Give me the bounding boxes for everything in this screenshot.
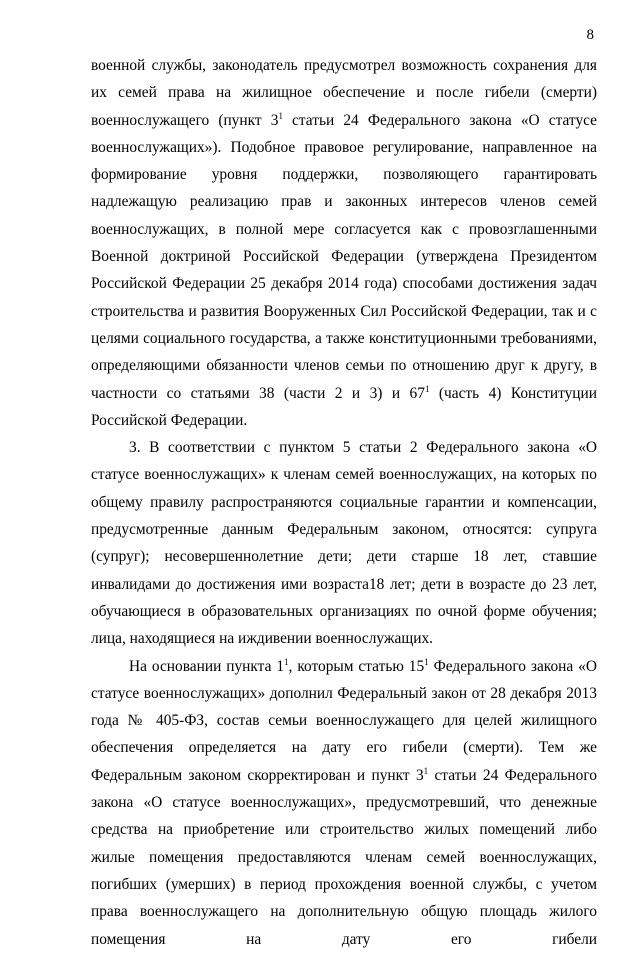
text-segment: военной службы, законодатель предусмотрел возможность сохранения для их семей права на жилищное обеспечение и после гибели (смерти) военнослужащего (пункт 3 [91,57,597,129]
text-segment: Федерального закона «О статусе военнослужащих» дополнил Федеральный закон от 28 декабря 2013 года № 405-ФЗ, состав семьи военнослужащего для целей жилищного обеспечения определяется на дату его гибели (смерти). Тем же Федеральным законом скорректирован и пункт 3 [91,657,597,784]
paragraph-point-3 [91,434,597,652]
document-body [91,52,597,953]
superscript: 1 [278,110,283,121]
superscript: 1 [284,656,289,667]
text-segment: 3. В соответствии с пунктом 5 статьи 2 Федерального закона «О статусе военнослужащих» к членам семей военнослужащих, на которых по общему правилу распространяются социальные гарантии и компенсации, предусмотренные данным Федеральным законом, относятся: супруга (супруг); несовершеннолетние дети; дети старше 18 лет, ставшие инвалидами до достижения ими возраста18 лет; дети в возрасте до 23 лет, обучающиеся в образовательных организациях по очной форме обучения; лица, находящиеся на иждивении военнослужащих. [91,439,597,648]
superscript: 1 [424,656,429,667]
text-segment: статьи 24 Федерального закона «О статусе военнослужащих»). Подобное правовое регулирование, направленное на формирование уровня поддержки, позволяющего гарантировать надлежащую реализацию прав и законных интересов членов семей военнослужащих, в полной мере согласуется как с провозглашенными Военной доктриной Российской Федерации (утверждена Президентом Российской Федерации 25 декабря 2014 года) способами достижения задач строительства и развития Вооруженных Сил Российской Федерации, так и с целями социального государства, а также конституционными требованиями, определяющими обязанности членов семьи по отношению друг к другу, в частности со статьями 38 (части 2 и 3) и 67 [91,111,597,402]
superscript: 1 [423,765,429,776]
text-segment: На основании пункта 1 [129,657,285,675]
text-segment: статьи 24 Федерального закона «О статусе военнослужащих», предусмотревший, что денежные средства на приобретение или строительство жилых помещений либо жилые помещения предоставляются членам семей военнослужащих, погибших (умерших) в период прохождения военной службы, с учетом права военнослужащего на дополнительную общую площадь жилого помещения на дату его гибели [91,766,597,948]
page-number: 8 [586,27,594,43]
paragraph-basis [91,653,597,953]
superscript: 1 [424,383,430,394]
paragraph-continuation [91,52,597,434]
text-segment: , которым статью 15 [288,657,425,675]
text-segment: (часть 4) Конституции Российской Федерации. [91,384,597,429]
